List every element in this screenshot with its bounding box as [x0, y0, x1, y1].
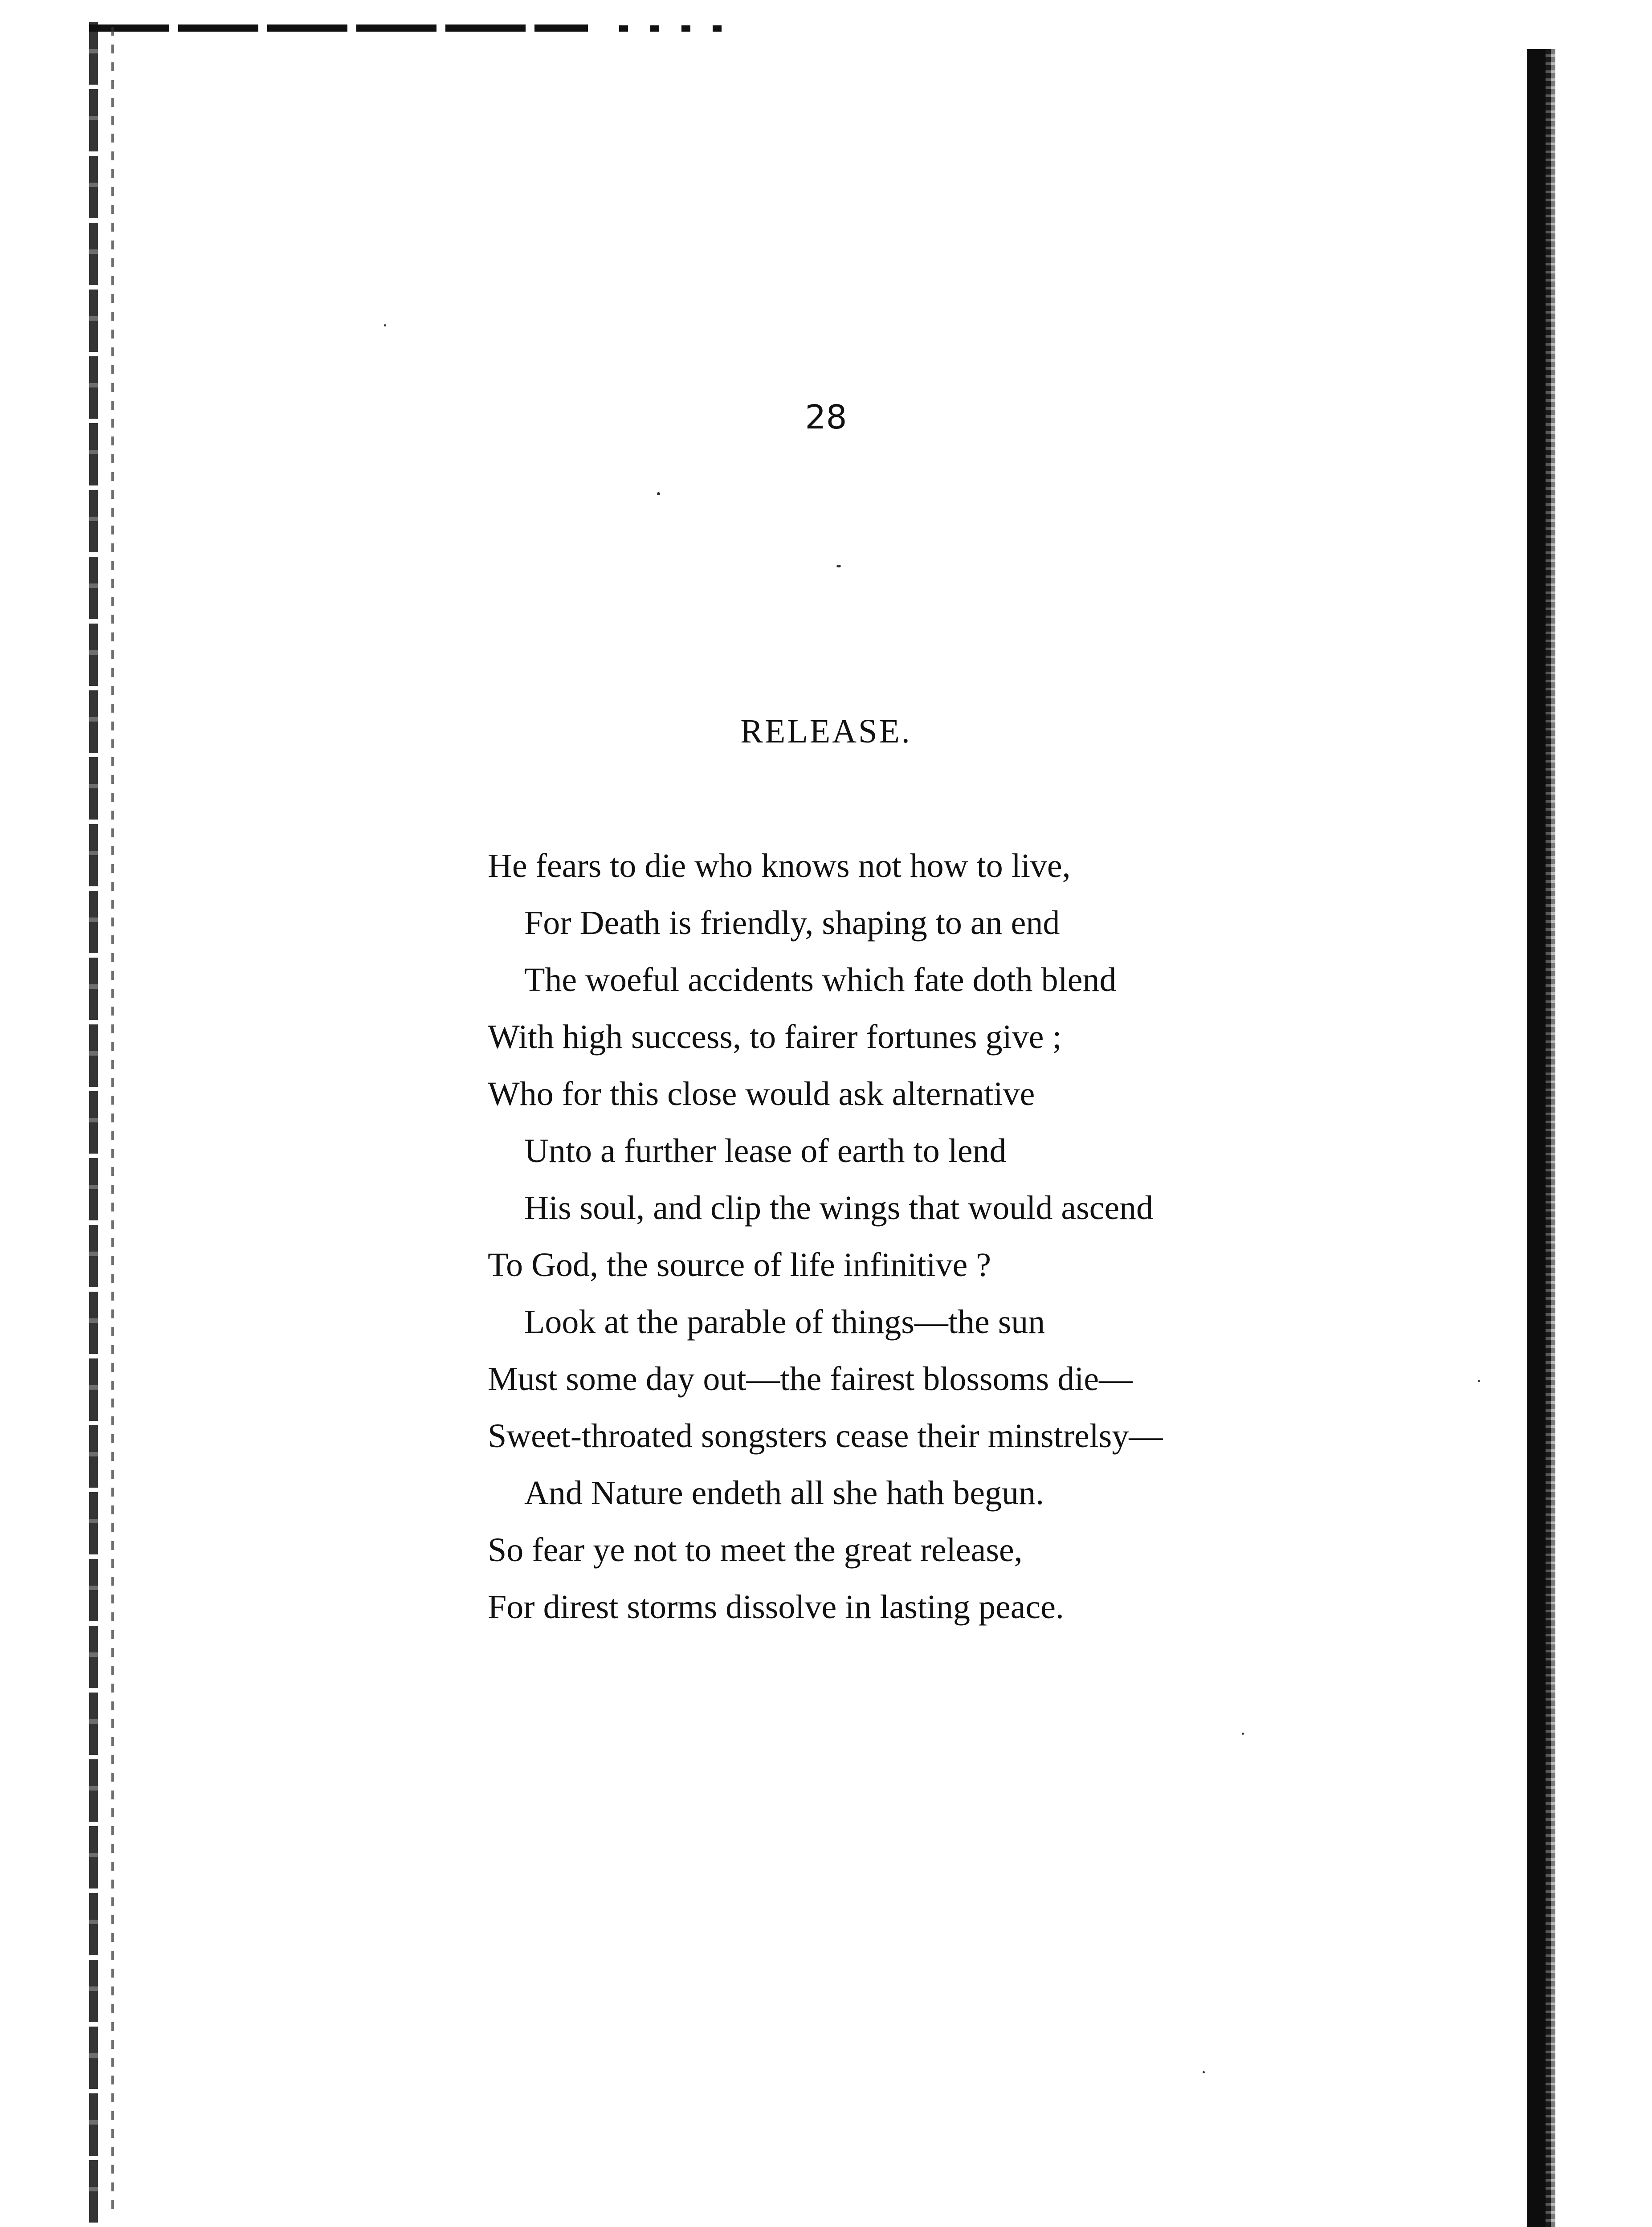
poem-line: Who for this close would ask alternative — [488, 1075, 1035, 1113]
poem-line: With high success, to fairer fortunes give ; — [488, 1018, 1062, 1056]
stray-speck — [1242, 1733, 1244, 1735]
page-top-edge-dots-artifact — [619, 25, 735, 32]
stray-speck — [657, 492, 660, 495]
stray-speck — [384, 324, 386, 326]
poem-line: Look at the parable of things—the sun — [524, 1303, 1045, 1341]
poem-title: RELEASE. — [740, 713, 912, 750]
poem-line: Sweet-throated songsters cease their minstrelsy— — [488, 1417, 1163, 1455]
poem-line: Unto a further lease of earth to lend — [524, 1132, 1007, 1170]
stray-speck — [1478, 1380, 1480, 1382]
poem-line: Must some day out—the fairest blossoms die— — [488, 1360, 1133, 1398]
poem-line: To God, the source of life infinitive ? — [488, 1246, 991, 1284]
poem-line: For direst storms dissolve in lasting peace. — [488, 1588, 1064, 1626]
poem-line: So fear ye not to meet the great release, — [488, 1531, 1023, 1569]
poem-line: And Nature endeth all she hath begun. — [524, 1474, 1044, 1512]
stray-speck — [836, 565, 841, 567]
page-left-edge-artifact — [89, 22, 98, 2227]
poem-line: He fears to die who knows not how to live, — [488, 847, 1071, 885]
poem-body — [488, 837, 1379, 1636]
page-top-edge-artifact — [89, 24, 588, 32]
page-number: 28 — [805, 398, 847, 436]
poem-line: His soul, and clip the wings that would ascend — [524, 1189, 1154, 1227]
poem-line: For Death is friendly, shaping to an end — [524, 904, 1060, 942]
page-left-inner-edge-artifact — [111, 27, 114, 2209]
stray-speck — [1203, 2071, 1205, 2073]
poem-line: The woeful accidents which fate doth blend — [524, 961, 1117, 999]
page-right-edge-frayed — [1546, 49, 1555, 2227]
